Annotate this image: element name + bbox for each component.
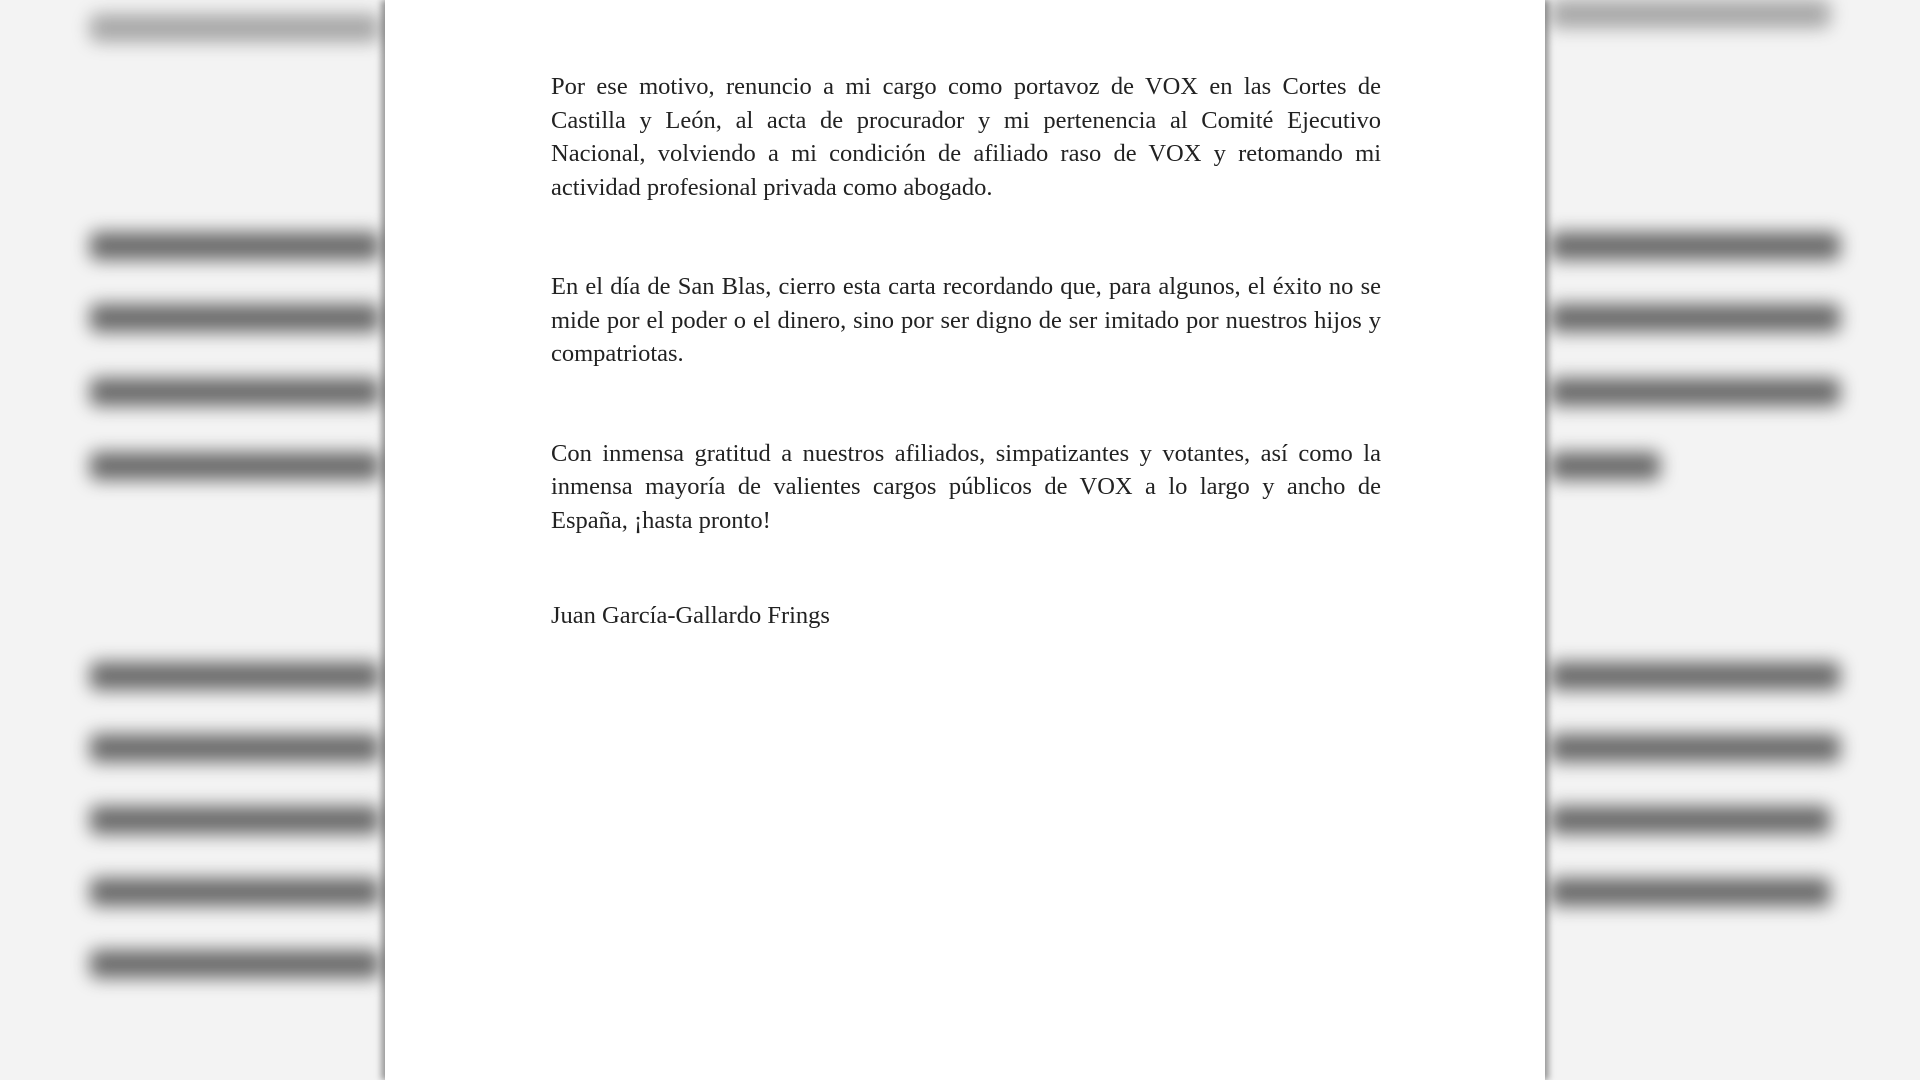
blurred-line — [1550, 0, 1830, 28]
blurred-line — [1550, 806, 1830, 834]
blurred-line — [1550, 878, 1830, 906]
blurred-line — [90, 232, 380, 260]
blurred-line — [90, 734, 380, 762]
blurred-line — [90, 806, 380, 834]
letter-paragraph-resignation: Por ese motivo, renuncio a mi cargo como portavoz de VOX en las Cortes de Castilla y León, al acta de procurador y mi pertenencia al Comité Ejecutivo Nacional, volviendo a mi condición de afiliado raso de VOX y retomando mi actividad profesional privada como abogado. — [551, 73, 1381, 201]
blurred-line — [90, 14, 380, 42]
letter-signature: Juan García-Gallardo Frings — [551, 602, 830, 629]
blurred-line — [90, 950, 380, 978]
blurred-line — [1550, 452, 1660, 480]
blurred-line — [90, 878, 380, 906]
blurred-line — [90, 378, 380, 406]
blurred-line — [90, 662, 380, 690]
blurred-line — [90, 304, 380, 332]
letter-paragraph-gratitude: Con inmensa gratitud a nuestros afiliados, simpatizantes y votantes, así como la inmensa mayoría de valientes cargos públicos de VOX a lo largo y ancho de España, ¡hasta pronto! — [551, 439, 1381, 534]
blurred-line — [1550, 304, 1840, 332]
letter-paragraph-san-blas: En el día de San Blas, cierro esta carta recordando que, para algunos, el éxito no se mide por el poder o el dinero, sino por ser digno de ser imitado por nuestros hijos y compatriotas. — [551, 273, 1381, 367]
blurred-line — [1550, 378, 1840, 406]
letter-page — [385, 0, 1545, 1080]
letter-body — [551, 70, 1381, 633]
blurred-line — [1550, 232, 1840, 260]
blurred-line — [90, 452, 380, 480]
blurred-line — [1550, 734, 1840, 762]
blurred-line — [1550, 662, 1840, 690]
